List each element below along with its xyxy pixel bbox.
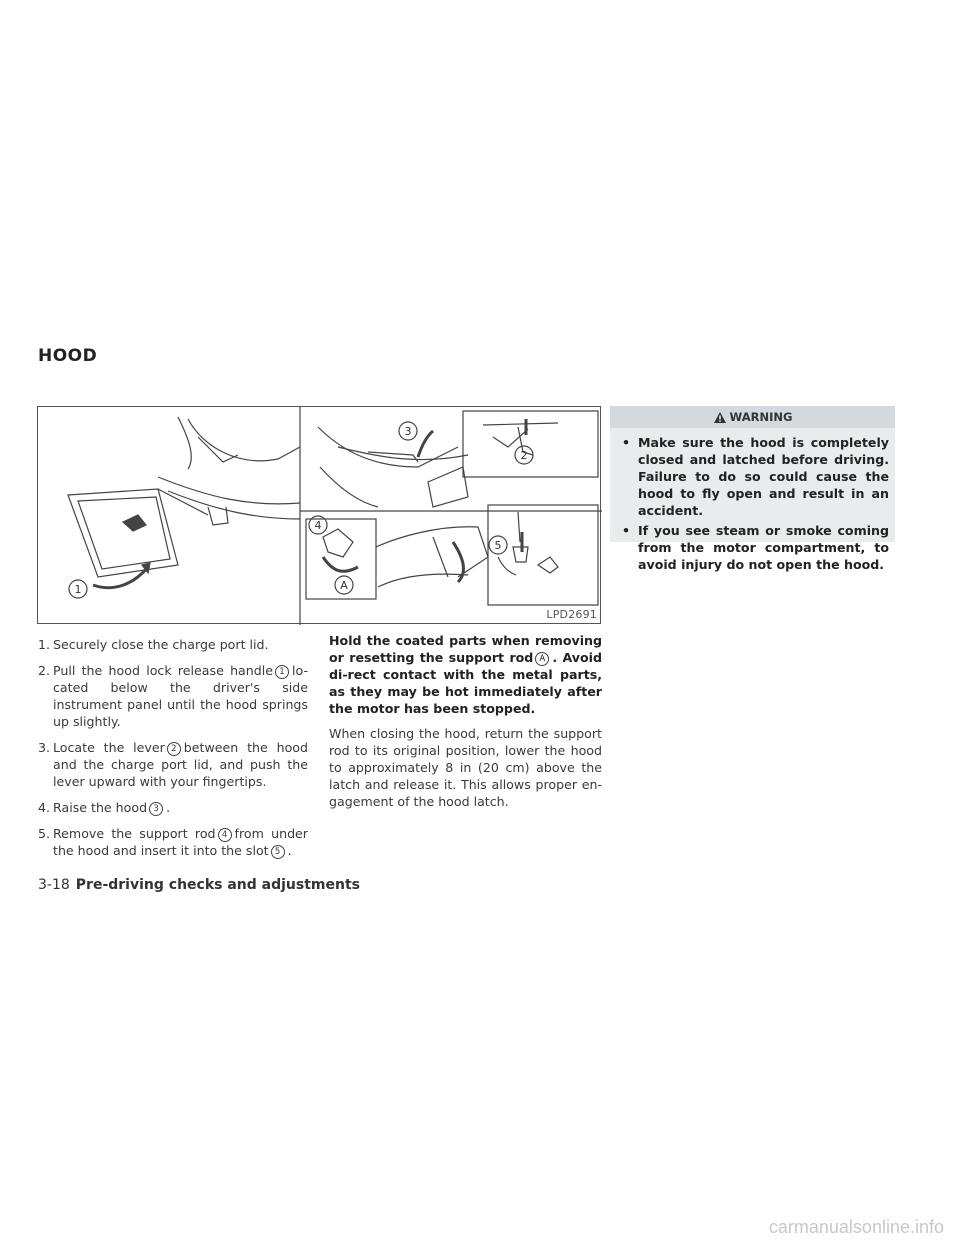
warning-box [610, 406, 895, 572]
steps-column [38, 636, 308, 868]
step-3: 3. Locate the lever 2 between the hood and the charge port lid, and push the lever upward with your fingertips. [38, 740, 308, 789]
watermark: carmanualsonline.info [768, 1217, 944, 1237]
callout-1: 1 [74, 583, 82, 596]
callout-a: A [340, 579, 348, 592]
callout-ref-1: 1 [275, 665, 289, 679]
step-5: 5. Remove the support rod 4 from under the hood and insert it into the slot 5 . [38, 826, 308, 858]
page-footer [38, 877, 360, 893]
callout-2: 2 [520, 449, 528, 462]
page-number: 3-18 [38, 877, 70, 893]
caution-text: Hold the coated parts when removing or resetting the support rod A . Avoid di-rect contact with the metal parts, as they may be hot immediately after the motor has been stopped. [329, 633, 602, 716]
callout-ref-3: 3 [149, 802, 163, 816]
callout-ref-a: A [535, 652, 549, 666]
hood-diagram [38, 407, 602, 625]
warning-header [610, 406, 895, 428]
figure-code: LPD2691 [546, 608, 597, 621]
step-2: 2. Pull the hood lock release handle 1 lo-cated below the driver's side instrument panel until the hood springs up slightly. [38, 663, 308, 729]
warning-title: WARNING [729, 410, 793, 424]
step-1: 1. Securely close the charge port lid. [38, 637, 269, 652]
step-4: 4. Raise the hood 3 . [38, 800, 171, 815]
bullet-icon: • [622, 435, 631, 450]
callout-5: 5 [494, 539, 502, 552]
warning-item: • If you see steam or smoke coming from the motor compartment, to avoid injury do not open the hood. [622, 523, 889, 572]
callout-ref-2: 2 [167, 742, 181, 756]
callout-3: 3 [404, 425, 412, 438]
hood-illustration [37, 406, 601, 624]
callout-4: 4 [314, 519, 322, 532]
bullet-icon: • [622, 523, 631, 538]
caution-column [329, 632, 602, 810]
callout-ref-4: 4 [218, 828, 232, 842]
closing-text: When closing the hood, return the support rod to its original position, lower the hood to approximately 8 in (20 cm) above the latch and release it. This allows proper en-gagement of the hood latch. [329, 726, 602, 809]
warning-icon [713, 411, 727, 424]
callout-ref-5: 5 [271, 845, 285, 859]
warning-item: • Make sure the hood is completely closed and latched before driving. Failure to do so could cause the hood to fly open and result in an accident. [622, 435, 889, 518]
chapter-title: Pre-driving checks and adjustments [75, 877, 360, 893]
section-title: HOOD [38, 346, 98, 366]
warning-list [610, 428, 895, 573]
